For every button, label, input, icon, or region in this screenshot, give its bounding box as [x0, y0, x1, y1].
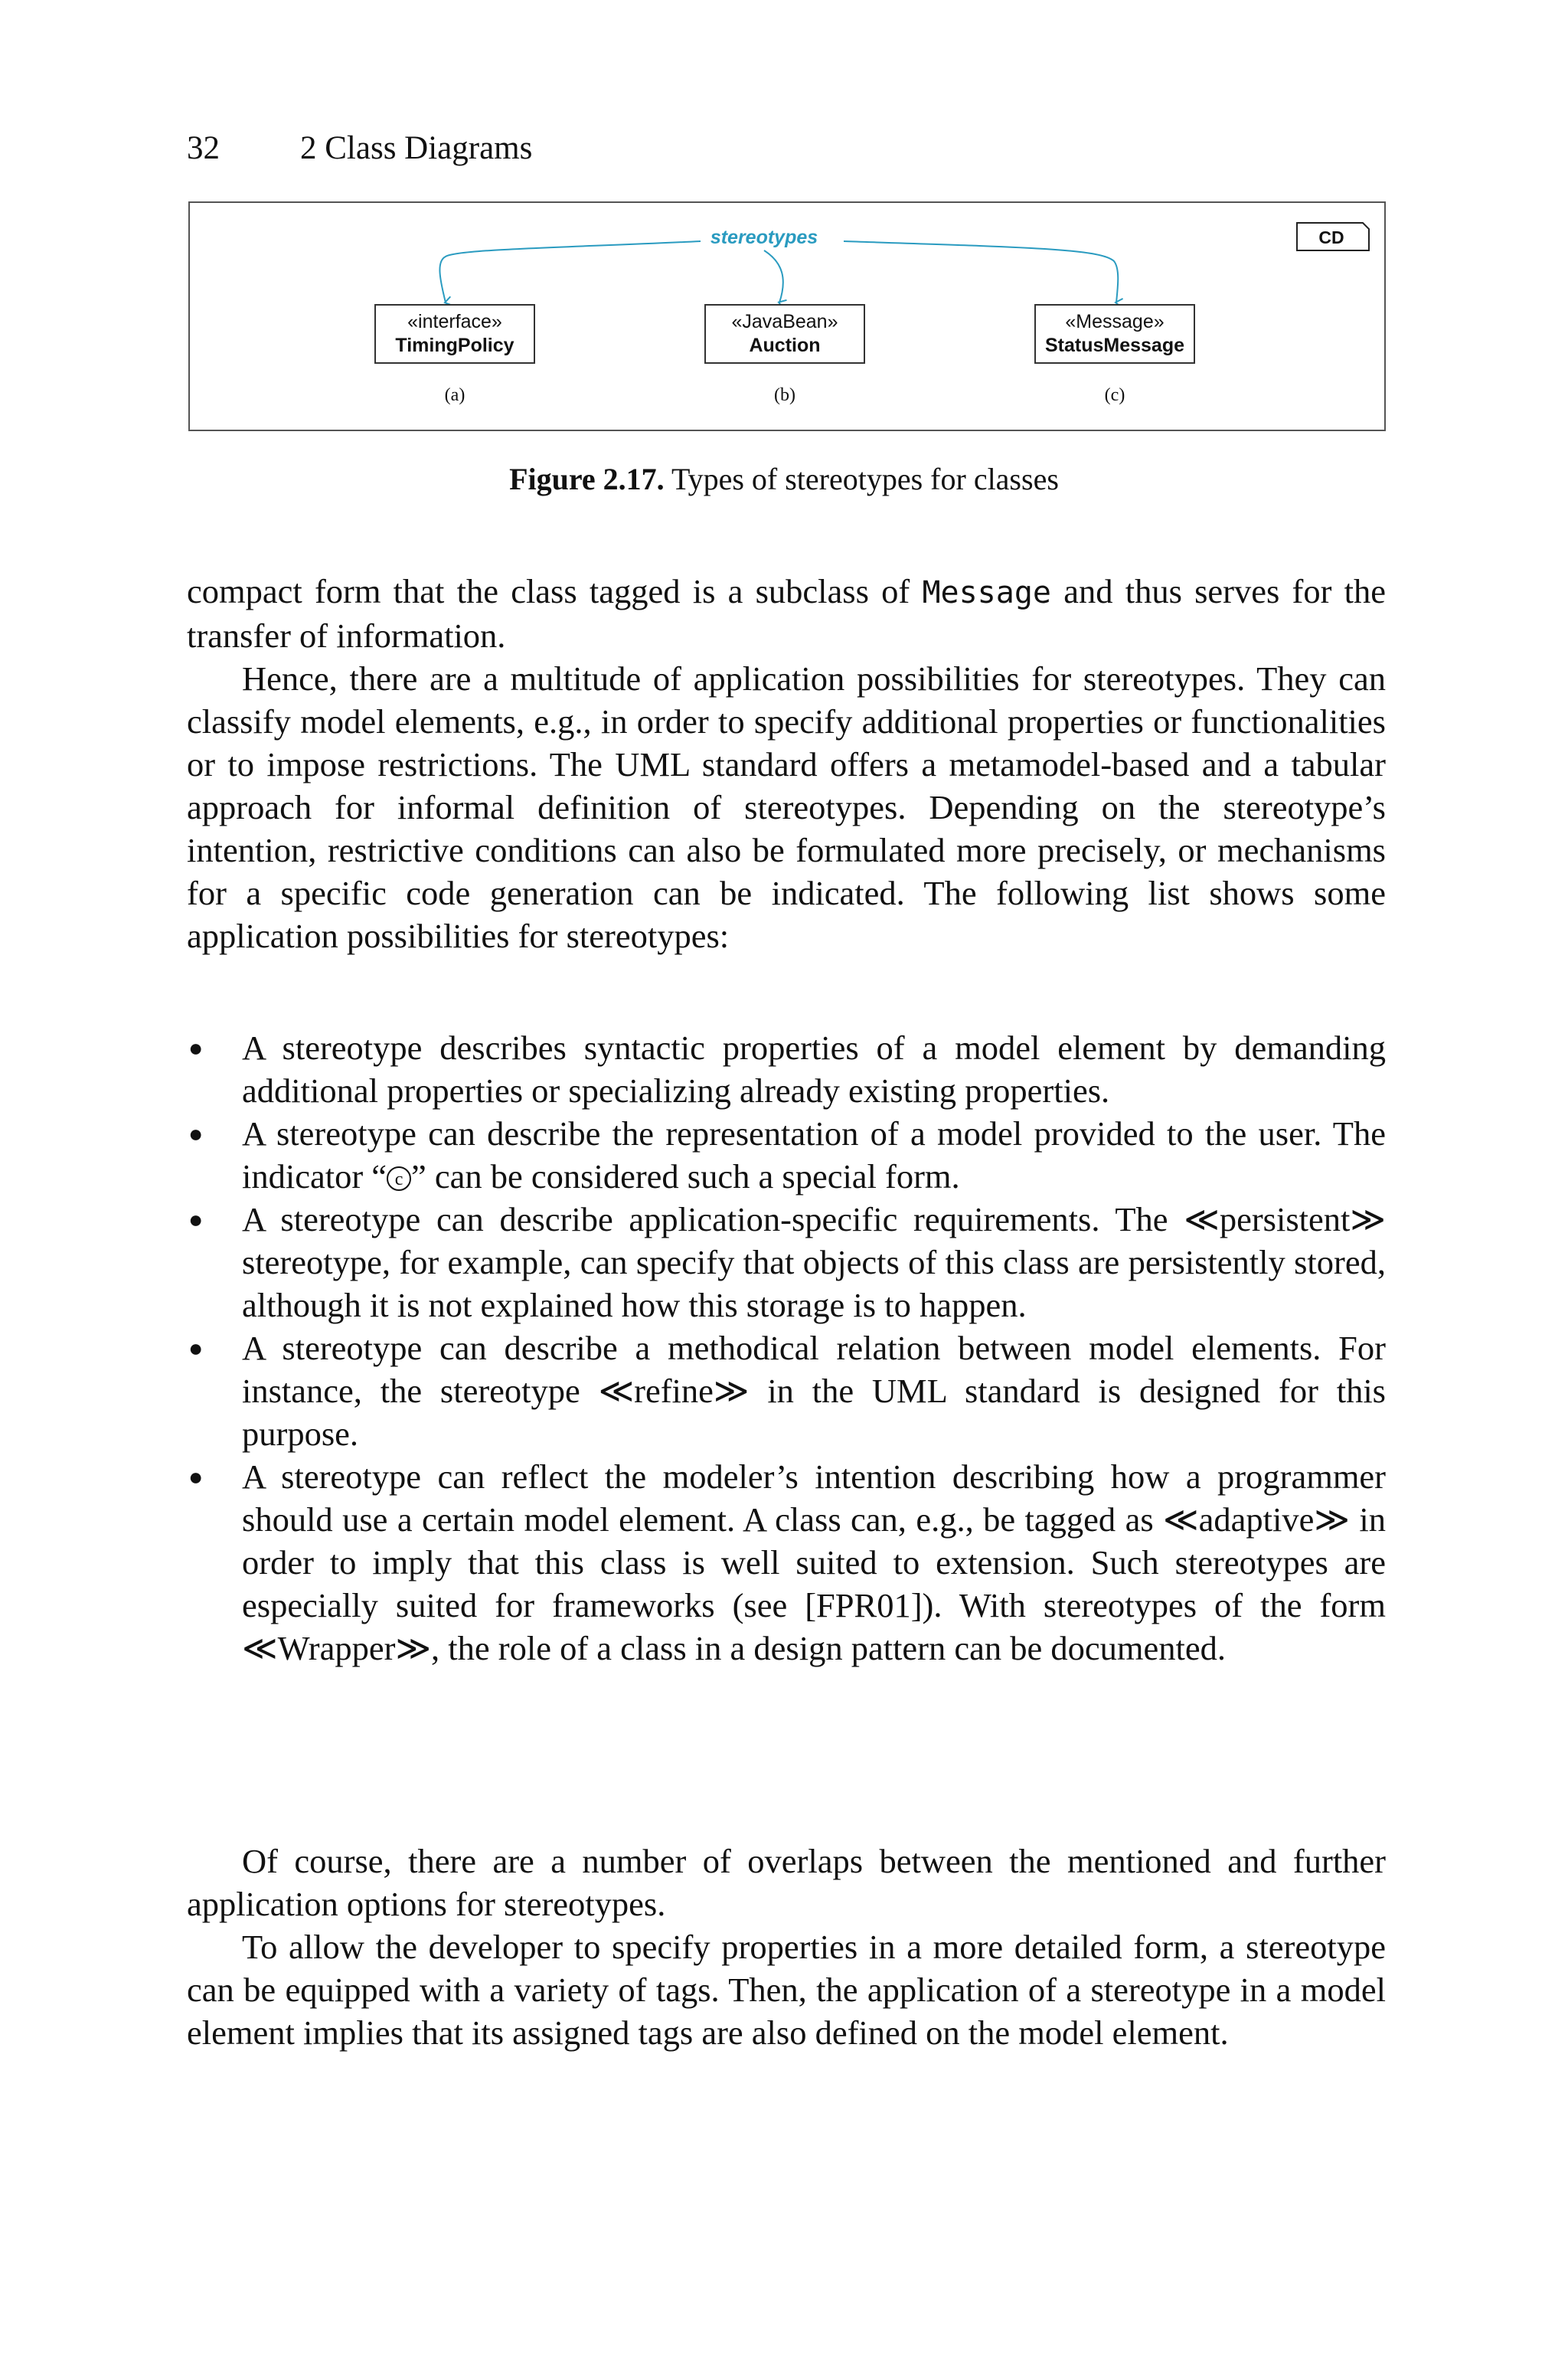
bullet-icon: ● [188, 1463, 204, 1490]
diagram-tag [1297, 223, 1369, 250]
paragraph-1 [187, 570, 1386, 657]
connector-c [844, 241, 1118, 303]
class-c-stereotype: «Message» [1065, 311, 1165, 332]
class-a-stereotype: «interface» [407, 311, 502, 332]
page-number: 32 [187, 130, 220, 166]
copyright-indicator-icon: c [387, 1166, 411, 1191]
bullet-2-text-a: A stereotype can describe the representation of a model provided to the user. The indicator “ [242, 1114, 1386, 1196]
class-status-message [1035, 305, 1194, 405]
connector-b [764, 250, 783, 303]
list-item [187, 1455, 1386, 1670]
p1-code: Message [922, 575, 1052, 610]
paragraph-3: Of course, there are a number of overlaps between the mentioned and further application options for stereotypes. [187, 1842, 1386, 1923]
stereotype-diagram [190, 203, 1387, 433]
p1-a: compact form that the class tagged is a subclass of [187, 572, 923, 610]
caption-label: Figure 2.17. [509, 462, 665, 496]
list-item [187, 1198, 1386, 1326]
bullet-icon: ● [188, 1205, 204, 1233]
bullet-icon: ● [188, 1334, 204, 1362]
body-text-top [187, 570, 1386, 957]
diagram-tag-label: CD [1318, 227, 1344, 247]
connector-a [439, 241, 701, 303]
bullet-3-text: A stereotype can describe application-specific requirements. The ≪persistent≫ stereotype, for example, can specify that objects of this class are persistently stored, although it is not explained how this storage is to happen. [242, 1200, 1386, 1324]
class-a-sub: (a) [444, 385, 466, 405]
body-text-bottom [187, 1840, 1386, 2054]
list-item [187, 1326, 1386, 1455]
chapter-title: 2 Class Diagrams [300, 130, 533, 166]
bullet-4-text: A stereotype can describe a methodical relation between model elements. For instance, the stereotype ≪refine≫ in the UML standard is designed for this purpose. [242, 1329, 1386, 1453]
class-a-name: TimingPolicy [395, 335, 514, 356]
bullet-1-text: A stereotype describes syntactic properties of a model element by demanding additional properties or specializing already existing properties. [242, 1029, 1386, 1110]
figure-caption [0, 460, 1568, 499]
list-item [187, 1112, 1386, 1198]
class-c-sub: (c) [1104, 385, 1125, 405]
p1-b: and thus serves for the transfer of information. [187, 572, 1386, 655]
bullet-5-text: A stereotype can reflect the modeler’s intention describing how a programmer should use a certain model element. A class can, e.g., be tagged as ≪adaptive≫ in order to imply that this class is well suited to extension. Such stereotypes are especially suited for frameworks (see [FPR01]). With stereotypes of the form ≪Wrapper≫, the role of a class in a design pattern can be documented. [242, 1457, 1386, 1667]
class-b-name: Auction [749, 335, 821, 356]
class-b-stereotype: «JavaBean» [731, 311, 838, 332]
class-c-name: StatusMessage [1044, 335, 1185, 356]
class-b-sub: (b) [774, 385, 795, 405]
class-auction [705, 305, 864, 405]
bullet-icon: ● [188, 1120, 204, 1147]
running-header [187, 129, 532, 168]
class-timing-policy [375, 305, 534, 405]
bullet-list [187, 1026, 1386, 1670]
caption-text: Types of stereotypes for classes [664, 462, 1059, 496]
figure-2-17 [188, 201, 1386, 431]
stereotypes-label: stereotypes [710, 227, 818, 248]
list-item [187, 1026, 1386, 1112]
paragraph-4: To allow the developer to specify properties in a more detailed form, a stereotype can be equipped with a variety of tags. Then, the application of a stereotype in a model element implies that its assigned tags are also defined on the model element. [187, 1928, 1386, 2052]
bullet-icon: ● [188, 1034, 204, 1061]
paragraph-2: Hence, there are a multitude of application possibilities for stereotypes. They can classify model elements, e.g., in order to specify additional properties or functionalities or to impose restrictions. The UML standard offers a metamodel-based and a tabular approach for informal definition of stereotypes. Depending on the stereotype’s intention, restrictive conditions can also be formulated more precisely, or mechanisms for a specific code generation can be indicated. The following list shows some application possibilities for stereotypes: [187, 659, 1386, 955]
bullet-2-text-b: ” can be considered such a special form. [411, 1157, 960, 1196]
